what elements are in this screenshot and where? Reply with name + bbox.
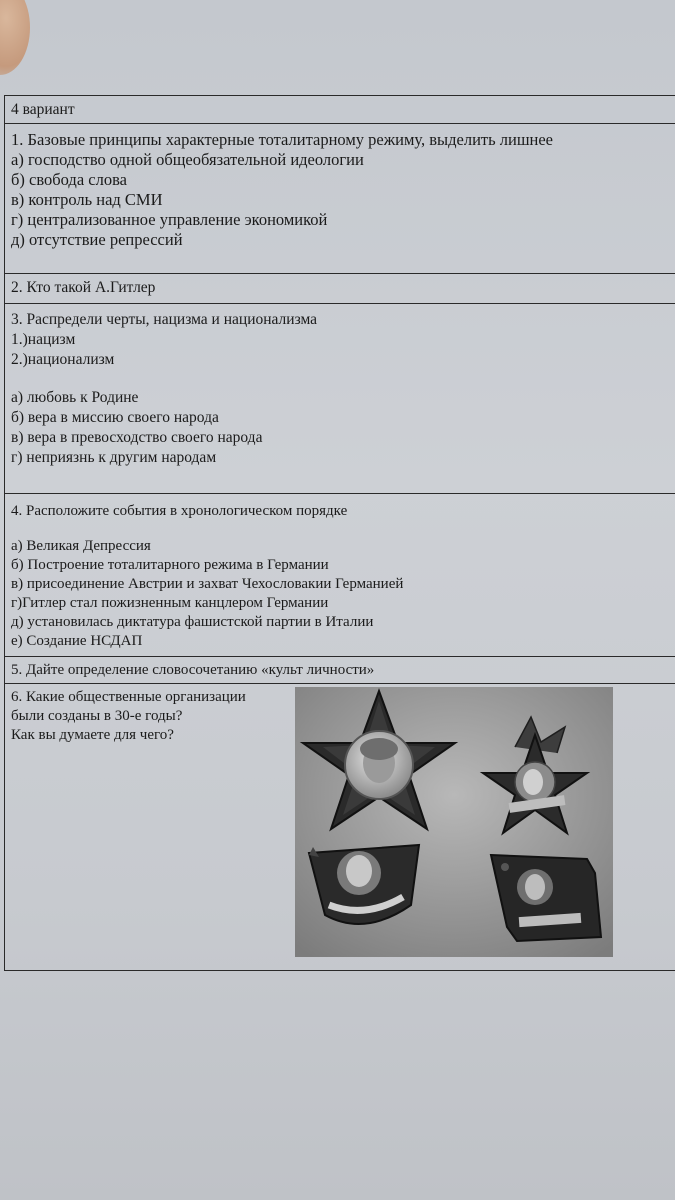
question-5-title: 5. Дайте определение словосочетанию «культ личности» [11, 662, 375, 678]
question-4 [5, 494, 675, 657]
question-4-title: 4. Расположите события в хронологическом порядке [11, 503, 348, 519]
question-1-option-e: д) отсутствие репрессий [11, 230, 183, 249]
question-4-option-c: в) присоединение Австрии и захват Чехословакии Германией [11, 576, 404, 592]
question-5 [5, 657, 675, 684]
badges-photo [295, 687, 613, 957]
soviet-badges-image [295, 687, 613, 957]
question-6-line-3: Как вы думаете для чего? [11, 727, 174, 743]
question-1-option-b: б) свобода слова [11, 170, 127, 189]
question-6 [5, 684, 675, 971]
question-3-title: 3. Распредели черты, нацизма и национализма [11, 311, 318, 328]
question-3 [5, 304, 675, 494]
flag-badge [491, 855, 601, 941]
question-3-option-c: в) вера в превосходство своего народа [11, 429, 263, 446]
question-3-option-a: а) любовь к Родине [11, 389, 139, 406]
question-6-line-1: 6. Какие общественные организации [11, 689, 246, 705]
question-3-group-1: 1.)нацизм [11, 331, 76, 348]
question-2 [5, 274, 675, 304]
question-1-option-d: г) централизованное управление экономикой [11, 210, 328, 229]
question-3-option-b: б) вера в миссию своего народа [11, 409, 219, 426]
question-4-option-b: б) Построение тоталитарного режима в Германии [11, 557, 329, 573]
question-3-option-d: г) неприязнь к другим народам [11, 449, 217, 466]
question-4-option-a: а) Великая Депрессия [11, 538, 151, 554]
question-1-option-c: в) контроль над СМИ [11, 190, 163, 209]
variant-title: 4 вариант [11, 101, 75, 118]
finger-in-photo [0, 0, 30, 75]
question-6-line-2: были созданы в 30-е годы? [11, 708, 183, 724]
question-3-group-2: 2.)национализм [11, 351, 115, 368]
question-4-option-e: д) установилась диктатура фашистской партии в Италии [11, 614, 374, 630]
variant-row [5, 96, 675, 124]
question-1-option-a: а) господство одной общеобязательной идеологии [11, 150, 364, 169]
question-1 [5, 124, 675, 274]
question-1-title: 1. Базовые принципы характерные тоталитарному режиму, выделить лишнее [11, 130, 554, 149]
question-4-option-d: г)Гитлер стал пожизненным канцлером Германии [11, 595, 329, 611]
question-4-option-f: е) Создание НСДАП [11, 633, 143, 649]
questions-table [4, 95, 675, 971]
question-2-title: 2. Кто такой А.Гитлер [11, 279, 156, 296]
